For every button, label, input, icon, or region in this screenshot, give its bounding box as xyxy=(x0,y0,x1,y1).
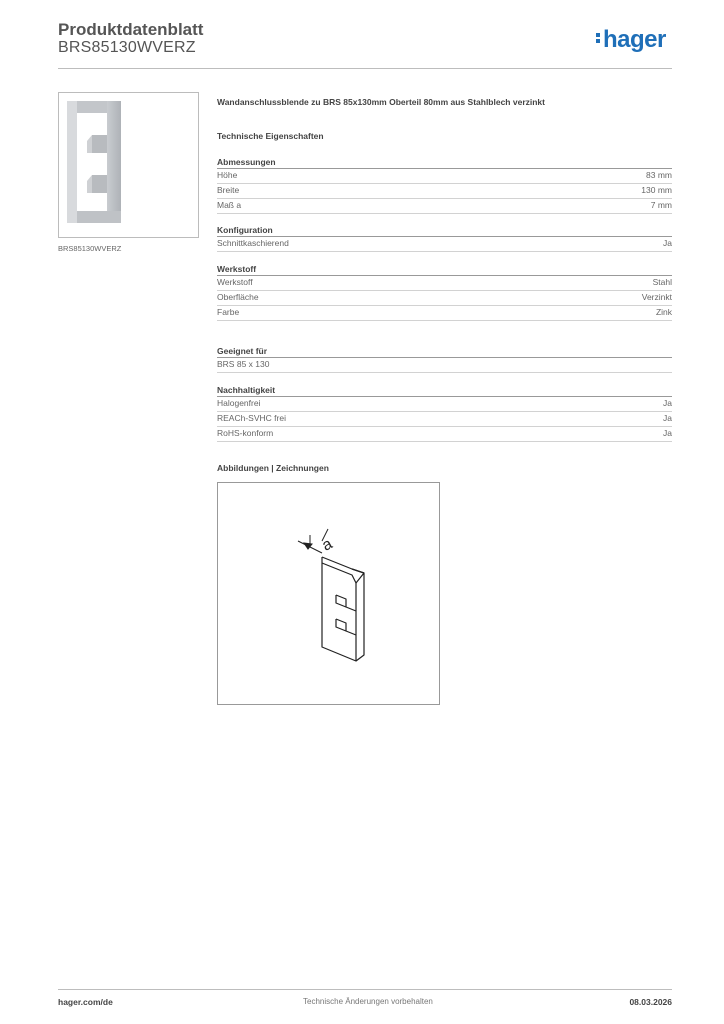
drawings-heading: Abbildungen | Zeichnungen xyxy=(217,463,329,473)
row-value: Ja xyxy=(663,428,672,438)
technical-drawing xyxy=(217,482,440,705)
page-title: Produktdatenblatt xyxy=(58,20,204,39)
group-title: Abmessungen xyxy=(217,156,672,169)
group-nachhaltigkeit xyxy=(217,384,672,442)
group-werkstoff xyxy=(217,263,672,321)
footer-divider xyxy=(58,989,672,990)
row-value: 130 mm xyxy=(641,185,672,195)
row-label: BRS 85 x 130 xyxy=(217,359,270,369)
table-row xyxy=(217,427,672,442)
table-row xyxy=(217,184,672,199)
table-row xyxy=(217,237,672,252)
row-label: Halogenfrei xyxy=(217,398,261,408)
footer-date: 08.03.2026 xyxy=(629,997,672,1007)
row-label: Farbe xyxy=(217,307,240,317)
group-title: Geeignet für xyxy=(217,345,672,358)
tech-properties-heading: Technische Eigenschaften xyxy=(217,131,324,141)
footer-notice: Technische Änderungen vorbehalten xyxy=(303,997,433,1006)
row-value: Stahl xyxy=(652,277,672,287)
table-row xyxy=(217,412,672,427)
product-thumbnail xyxy=(58,92,199,238)
group-title: Konfiguration xyxy=(217,224,672,237)
group-title: Werkstoff xyxy=(217,263,672,276)
table-row xyxy=(217,199,672,214)
technical-drawing-image xyxy=(218,483,439,704)
product-thumbnail-image xyxy=(59,93,198,237)
group-geeignet xyxy=(217,345,672,373)
row-value: Ja xyxy=(663,398,672,408)
group-abmessungen xyxy=(217,156,672,214)
header-divider xyxy=(58,68,672,69)
table-row xyxy=(217,306,672,321)
group-konfiguration xyxy=(217,224,672,252)
row-label: Schnittkaschierend xyxy=(217,238,289,248)
row-label: Oberfläche xyxy=(217,292,259,302)
row-value: 7 mm xyxy=(650,200,672,210)
product-code: BRS85130WVERZ xyxy=(58,39,196,56)
row-value: Verzinkt xyxy=(641,292,672,302)
table-row xyxy=(217,358,672,373)
row-label: Breite xyxy=(217,185,240,195)
table-row xyxy=(217,276,672,291)
thumbnail-caption: BRS85130WVERZ xyxy=(58,244,122,253)
row-label: Maß a xyxy=(217,200,242,210)
hager-logo xyxy=(596,26,666,54)
table-row xyxy=(217,291,672,306)
table-row xyxy=(217,169,672,184)
row-value: Ja xyxy=(663,413,672,423)
row-value: Zink xyxy=(655,307,672,317)
dimension-label-a: a xyxy=(319,535,336,555)
row-label: Höhe xyxy=(217,170,238,180)
row-label: REACh-SVHC frei xyxy=(217,413,286,423)
product-description: Wandanschlussblende zu BRS 85x130mm Oberteil 80mm aus Stahlblech verzinkt xyxy=(217,97,545,107)
row-value: Ja xyxy=(663,238,672,248)
group-title: Nachhaltigkeit xyxy=(217,384,672,397)
logo-dots-icon xyxy=(596,31,601,45)
footer-website-link[interactable]: hager.com/de xyxy=(58,997,113,1007)
table-row xyxy=(217,397,672,412)
logo-text: hager xyxy=(603,26,666,53)
row-label: RoHS-konform xyxy=(217,428,274,438)
row-value: 83 mm xyxy=(646,170,672,180)
row-label: Werkstoff xyxy=(217,277,253,287)
